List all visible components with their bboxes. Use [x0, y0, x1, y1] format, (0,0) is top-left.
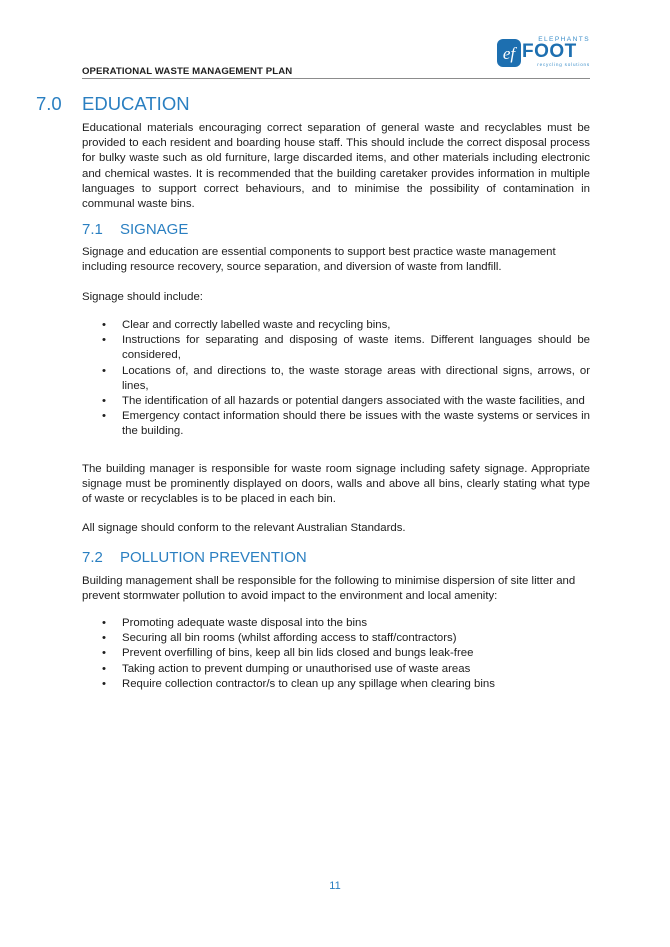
pollution-paragraph: Building management shall be responsible for the following to minimise dispersion of site litter and prevent stormwater pollution to avoid impact to the environment and local amenity: — [82, 575, 576, 603]
signage-paragraph-1: Signage and education are essential components to support best practice waste management including resource recovery, source separation, and diversion of waste from landfill. — [82, 246, 556, 274]
list-item: • Promoting adequate waste disposal into the bins — [82, 616, 590, 631]
header-title: OPERATIONAL WASTE MANAGEMENT PLAN — [82, 66, 293, 77]
list-item: • Securing all bin rooms (whilst affording access to staff/contractors) — [82, 631, 590, 646]
section-title: EDUCATION — [82, 93, 190, 114]
pollution-number: 7.2 — [82, 549, 103, 566]
pollution-heading — [82, 549, 307, 566]
list-item: • Prevent overfilling of bins, keep all bin lids closed and bungs leak-free — [82, 646, 590, 661]
list-item: • Require collection contractor/s to clean up any spillage when clearing bins — [82, 677, 590, 692]
elephants-foot-logo-icon — [496, 38, 522, 68]
header-divider — [82, 78, 590, 79]
list-item: • Emergency contact information should there be issues with the waste systems or services in the building. — [82, 409, 590, 439]
section-heading — [36, 93, 190, 115]
signage-paragraph-3: The building manager is responsible for waste room signage including safety signage. Appropriate signage must be prominently displayed on doors, walls and above all bins, clearly stating what type of waste or recyclables is to be placed in each bin. — [82, 463, 590, 506]
signage-paragraph-2: Signage should include: — [82, 291, 203, 303]
pollution-bullet-list — [82, 616, 590, 692]
education-intro-paragraph: Educational materials encouraging correct separation of general waste and recyclables must be provided to each resident and boarding house staff. This should include the correct disposal process for bulky waste such as old furniture, large discarded items, and other materials including electronic and chemical wastes. It is recommended that the building caretaker provides information in multiple languages to support correct behaviours, and to minimise the possibility of contamination in communal waste bins. — [82, 122, 590, 211]
company-logo — [496, 36, 592, 70]
logo-mark-text: ef — [502, 44, 516, 63]
signage-bullet-list — [82, 318, 590, 440]
list-item: • Locations of, and directions to, the waste storage areas with directional signs, arrows, or lines, — [82, 364, 590, 394]
logo-big-text: FOOT — [522, 41, 577, 62]
logo-tagline: recycling solutions — [537, 62, 590, 67]
list-item: • Instructions for separating and disposing of waste items. Different languages should be considered, — [82, 333, 590, 363]
list-item: • Clear and correctly labelled waste and recycling bins, — [82, 318, 590, 333]
page-number: 11 — [329, 880, 341, 892]
signage-heading — [82, 221, 188, 238]
signage-title: SIGNAGE — [120, 221, 189, 238]
section-number: 7.0 — [36, 93, 62, 114]
logo-small-text: ELEPHANTS — [538, 36, 590, 43]
list-item: • The identification of all hazards or potential dangers associated with the waste facilities, and — [82, 394, 590, 409]
signage-paragraph-4: All signage should conform to the relevant Australian Standards. — [82, 522, 406, 534]
list-item: • Taking action to prevent dumping or unauthorised use of waste areas — [82, 662, 590, 677]
pollution-title: POLLUTION PREVENTION — [120, 549, 307, 566]
signage-number: 7.1 — [82, 221, 103, 238]
